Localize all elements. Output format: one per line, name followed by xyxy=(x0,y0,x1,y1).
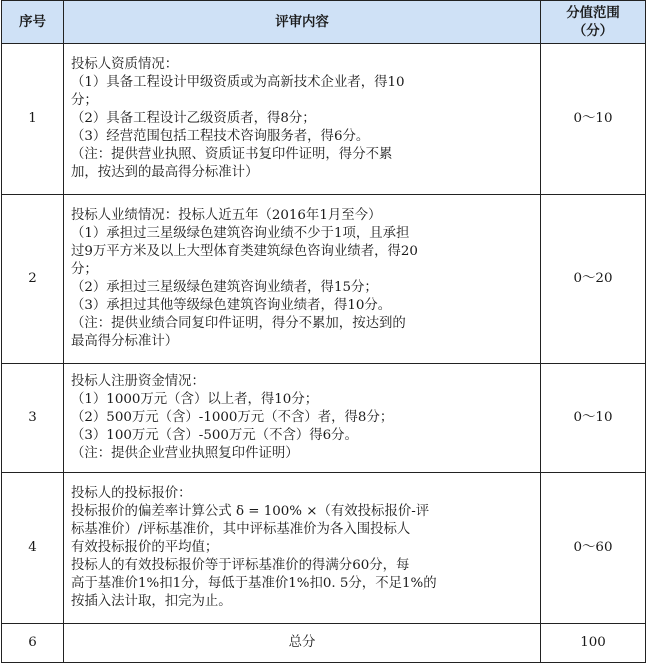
content-line: 投标人业绩情况：投标人近五年（2016年1月至今） xyxy=(71,208,382,223)
row-content xyxy=(64,364,541,473)
content-line: （3）100万元（含）-500万元（不含）得6分。 xyxy=(71,428,358,443)
content-line: 投标人注册资金情况： xyxy=(71,374,205,389)
header-score-range-line2: （分） xyxy=(572,23,614,39)
table-row xyxy=(2,364,646,473)
total-row-number: 6 xyxy=(2,624,64,663)
header-score-range-line1: 分值范围 xyxy=(566,5,620,21)
content-line: 分； xyxy=(71,262,98,277)
content-line: （1）承担过三星级绿色建筑咨询业绩不少于1项，且承担 xyxy=(71,226,410,241)
row-content xyxy=(64,44,541,195)
content-line: 投标人的投标报价： xyxy=(71,486,192,501)
content-line: 加，按达到的最高得分标准计） xyxy=(71,165,259,180)
row-number: 4 xyxy=(2,473,64,624)
content-line: （2）承担过三星级绿色建筑咨询业绩者，得15分； xyxy=(71,280,378,295)
table-row xyxy=(2,195,646,364)
content-line: 高于基准价1%扣1分，每低于基准价1%扣0. 5分，不足1%的 xyxy=(71,576,437,591)
content-line: 过9万平方米及以上大型体育类建筑绿色咨询业绩者，得20 xyxy=(71,244,418,259)
content-line: （1）1000万元（含）以上者，得10分； xyxy=(71,392,319,407)
table-row xyxy=(2,473,646,624)
content-line: （1）具备工程设计甲级资质或为高新技术企业者，得10 xyxy=(71,75,405,90)
content-line: 分； xyxy=(71,93,98,108)
table-row xyxy=(2,44,646,195)
content-line: 有效投标报价的平均值； xyxy=(71,540,219,555)
row-number: 2 xyxy=(2,195,64,364)
content-line: （2）具备工程设计乙级资质者，得8分； xyxy=(71,111,316,126)
row-score-range: 0～10 xyxy=(541,44,646,195)
content-line: （注：提供企业营业执照复印件证明） xyxy=(71,446,299,461)
content-line: （注：提供业绩合同复印件证明，得分不累加，按达到的 xyxy=(71,316,406,331)
header-row xyxy=(2,1,646,44)
content-line: 最高得分标准计） xyxy=(71,334,179,349)
row-content xyxy=(64,195,541,364)
content-line: （注：提供营业执照、资质证书复印件证明，得分不累 xyxy=(71,147,393,162)
row-number: 3 xyxy=(2,364,64,473)
total-row xyxy=(2,624,646,663)
row-number: 1 xyxy=(2,44,64,195)
row-score-range: 0～60 xyxy=(541,473,646,624)
content-line: 标基准价）/评标基准价，其中评标基准价为各入围投标人 xyxy=(71,522,411,537)
header-score-range xyxy=(541,1,646,44)
content-line: 投标人的有效投标报价等于评标基准价的得满分60分，每 xyxy=(71,558,410,573)
content-line: 投标报价的偏差率计算公式 δ = 100% ×（有效投标报价-评 xyxy=(71,504,430,519)
total-label: 总分 xyxy=(64,624,541,663)
row-score-range: 0～20 xyxy=(541,195,646,364)
row-score-range: 0～10 xyxy=(541,364,646,473)
content-line: （3）承担过其他等级绿色建筑咨询业绩者，得10分。 xyxy=(71,298,392,313)
header-review-content: 评审内容 xyxy=(64,1,541,44)
content-line: （2）500万元（含）-1000万元（不含）者，得8分； xyxy=(71,410,394,425)
scoring-table xyxy=(1,0,646,663)
content-line: 投标人资质情况： xyxy=(71,57,179,72)
header-serial-number: 序号 xyxy=(2,1,64,44)
row-content xyxy=(64,473,541,624)
content-line: （3）经营范围包括工程技术咨询服务者，得6分。 xyxy=(71,129,370,144)
total-score: 100 xyxy=(541,624,646,663)
content-line: 按插入法计取，扣完为止。 xyxy=(71,594,232,609)
